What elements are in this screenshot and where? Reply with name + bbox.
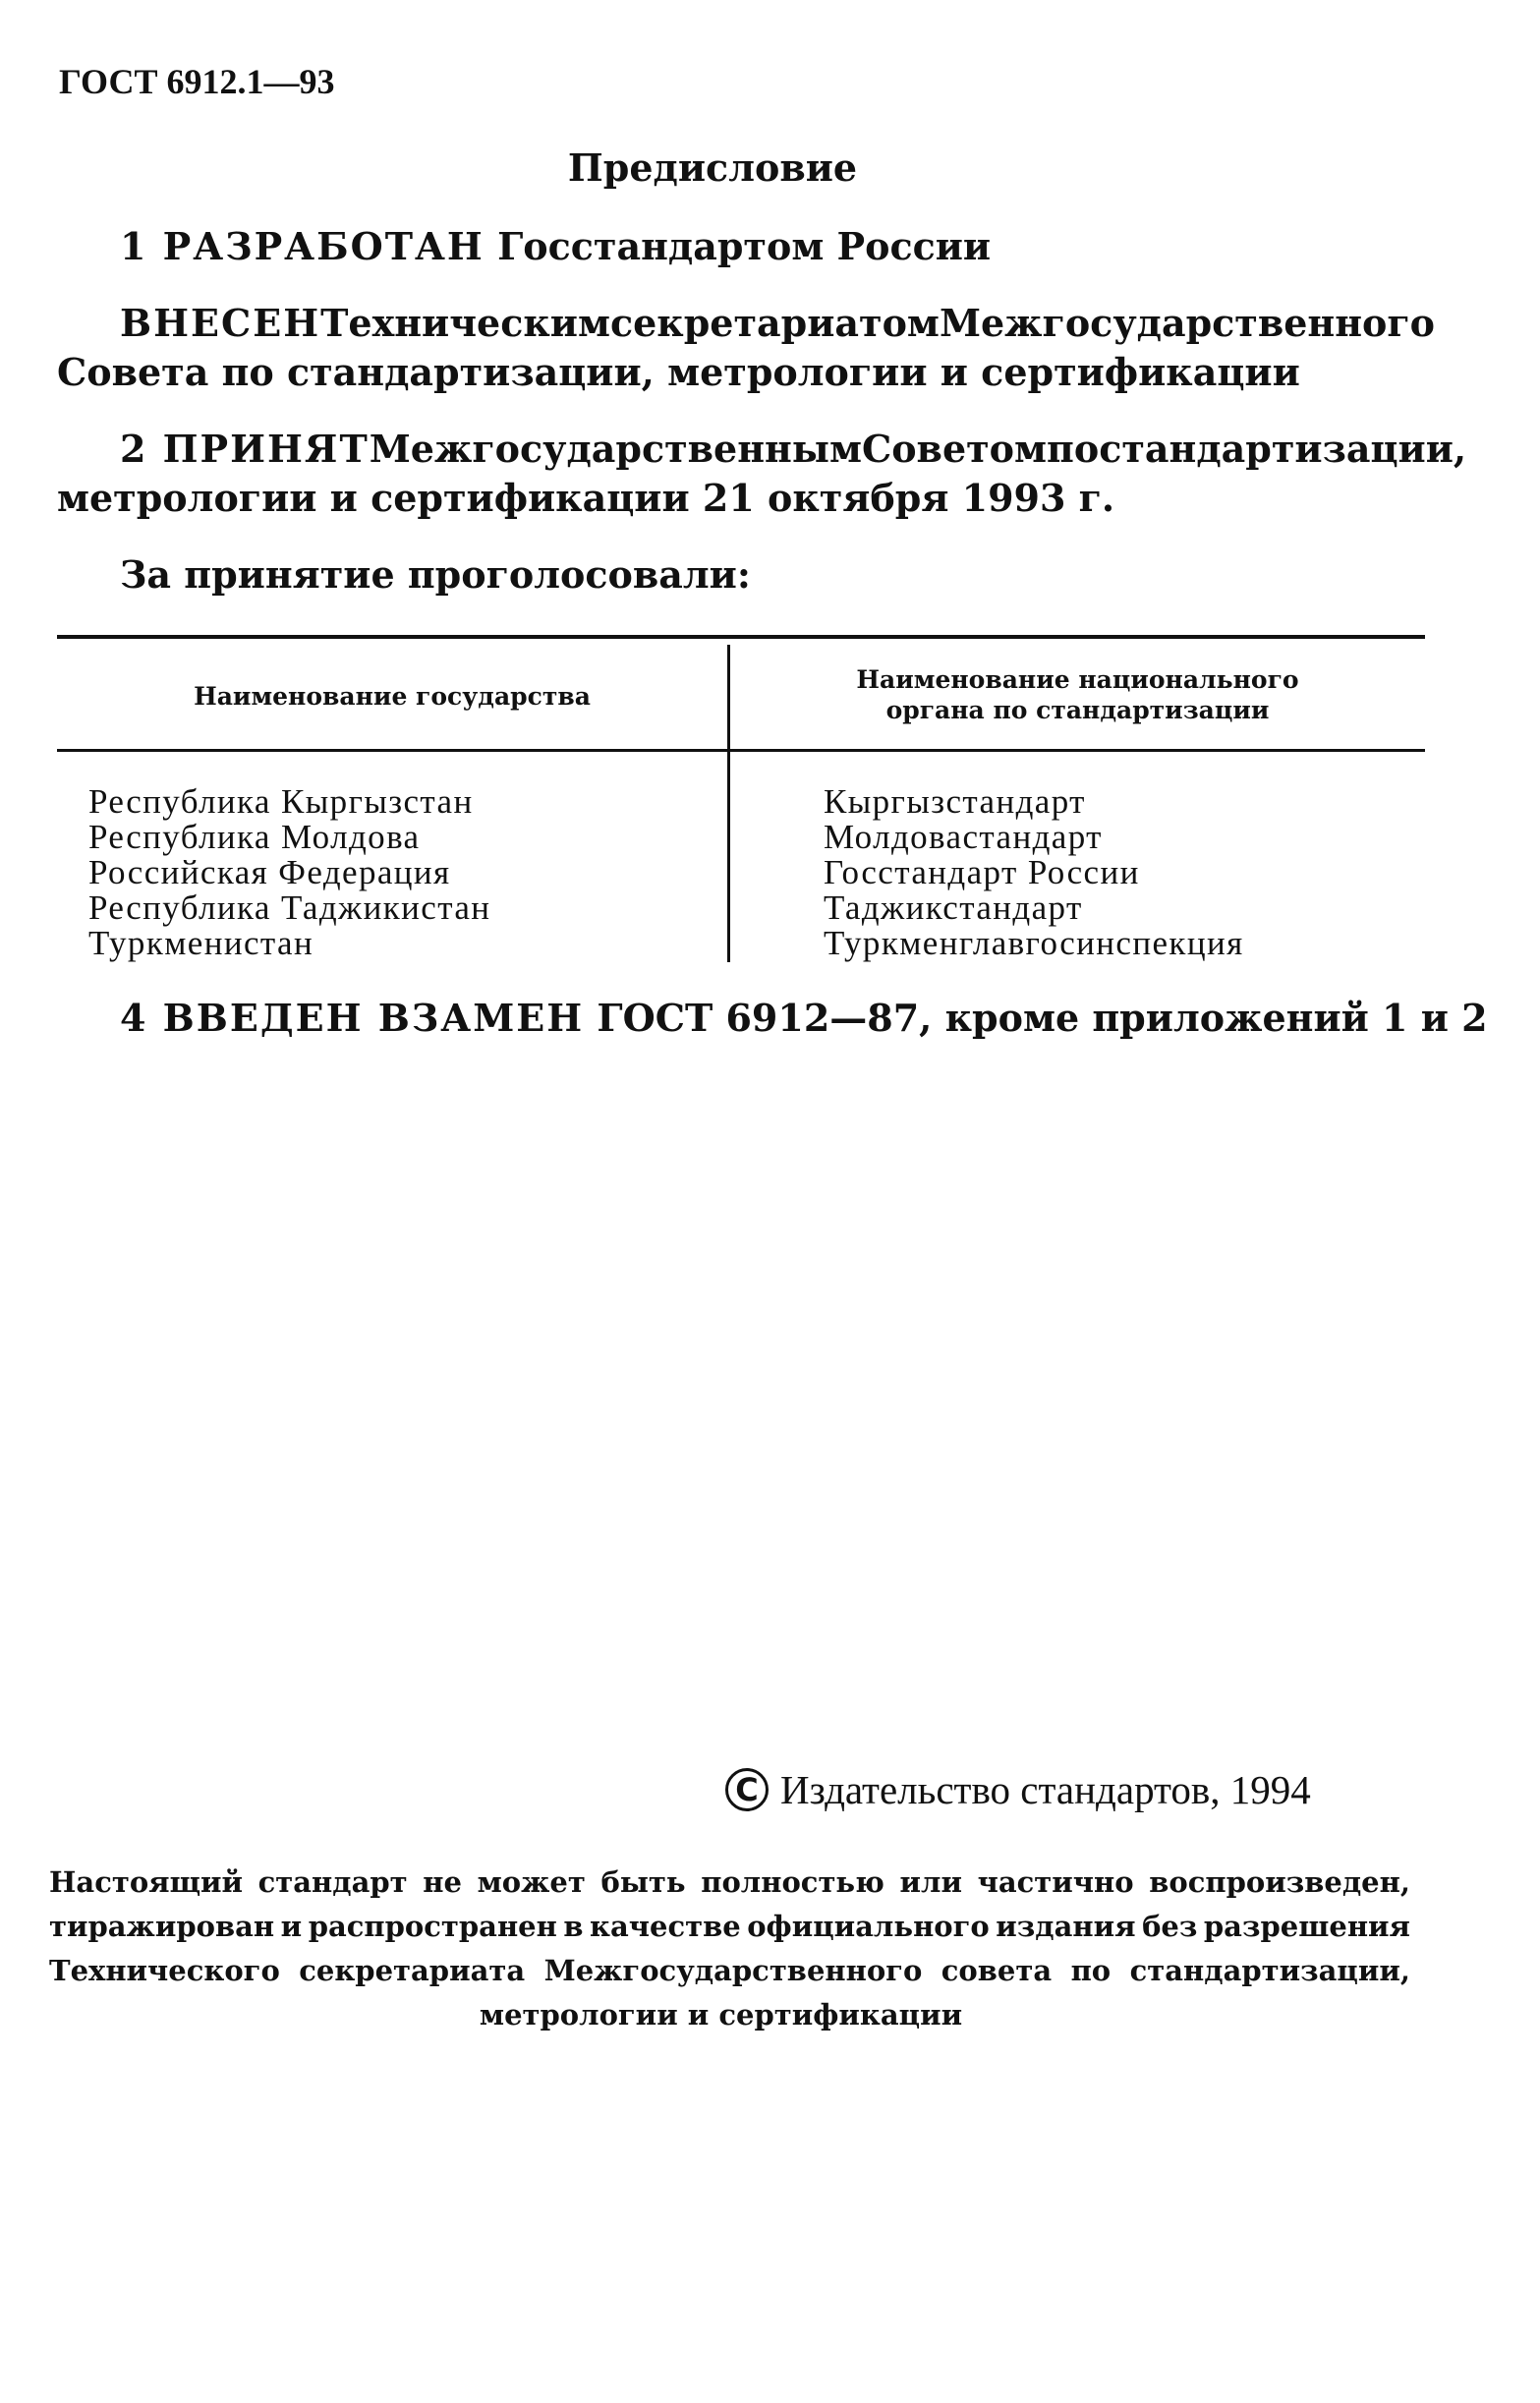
- copyright-icon: С: [725, 1768, 769, 1811]
- section-developed: [120, 224, 991, 268]
- reproduction-notice-line4: метрологии и сертификации: [479, 1998, 963, 2031]
- section-adopted-line2: метрологии и сертификации 21 октября 1993 г.: [57, 476, 1115, 520]
- section-introduced-word: секретариатом: [609, 301, 940, 345]
- section-adopted-word: стандартизации,: [1099, 427, 1467, 471]
- notice-word: официального: [747, 1910, 990, 1943]
- table-cell-state: Туркменистан: [88, 924, 314, 962]
- section-adopted-word: Межгосударственным: [369, 427, 862, 471]
- section-introduced-word: Техническим: [320, 301, 610, 345]
- section-developed-lead: 1 РАЗРАБОТАН: [120, 224, 485, 268]
- notice-word: без: [1142, 1910, 1198, 1943]
- section-introduced-word: Межгосударственного: [939, 301, 1436, 345]
- table-cell-body: Молдовастандарт: [824, 818, 1103, 856]
- notice-word: разрешения: [1203, 1910, 1410, 1943]
- reproduction-notice-line3: [49, 1954, 1410, 1987]
- section-introduced-lead: ВНЕСЕН: [120, 301, 321, 345]
- copyright-line: [725, 1766, 1311, 1813]
- section-adopted-line1: [120, 427, 1467, 471]
- reproduction-notice-line2: [49, 1910, 1410, 1943]
- table-top-rule: [57, 635, 1425, 639]
- table-cell-body: Таджикстандарт: [824, 888, 1083, 927]
- table-cell-state: Республика Таджикистан: [88, 888, 491, 927]
- section-replaces: [120, 996, 1488, 1040]
- table-cell-state: Республика Молдова: [88, 818, 421, 856]
- section-introduced-line2: Совета по стандартизации, метрологии и сертификации: [57, 350, 1300, 394]
- notice-word: в: [563, 1910, 584, 1943]
- voting-intro: За принятие проголосовали:: [120, 552, 751, 597]
- notice-word: Межгосударственного: [543, 1954, 923, 1987]
- section-developed-text: Госстандартом России: [497, 224, 992, 268]
- notice-word: полностью: [701, 1865, 884, 1899]
- table-header-body-line2: органа по стандартизации: [885, 696, 1270, 724]
- section-introduced-line1: [120, 301, 1436, 345]
- notice-word: Настоящий: [49, 1865, 243, 1899]
- notice-word: стандарт: [257, 1865, 408, 1899]
- page-title: Предисловие: [567, 145, 858, 190]
- section-replaces-text: ГОСТ 6912—87, кроме приложений 1 и 2: [597, 996, 1488, 1040]
- reproduction-notice-line1: [49, 1865, 1410, 1899]
- bodies-column: [824, 784, 1244, 961]
- notice-word: частично: [977, 1865, 1134, 1899]
- section-replaces-lead: 4 ВВЕДЕН ВЗАМЕН: [120, 996, 585, 1040]
- table-header-rule: [57, 749, 1425, 752]
- notice-word: или: [899, 1865, 962, 1899]
- notice-word: издания: [996, 1910, 1136, 1943]
- notice-word: совета: [941, 1954, 1053, 1987]
- notice-word: качестве: [590, 1910, 741, 1943]
- document-code: ГОСТ 6912.1—93: [59, 62, 335, 101]
- notice-word: по: [1070, 1954, 1112, 1987]
- table-cell-state: Российская Федерация: [88, 853, 451, 891]
- section-adopted-lead: 2 ПРИНЯТ: [120, 427, 370, 471]
- notice-word: быть: [600, 1865, 686, 1899]
- states-column: [88, 784, 490, 961]
- table-header-body-line1: Наименование национального: [856, 665, 1299, 694]
- notice-word: не: [423, 1865, 462, 1899]
- notice-word: тиражирован: [49, 1910, 275, 1943]
- table-header-state: Наименование государства: [194, 682, 591, 711]
- section-adopted-word: Советом: [861, 427, 1048, 471]
- notice-word: Технического: [49, 1954, 280, 1987]
- table-header-body: [730, 664, 1425, 725]
- table-cell-state: Республика Кыргызстан: [88, 782, 474, 821]
- notice-word: секретариата: [299, 1954, 526, 1987]
- notice-word: может: [477, 1865, 586, 1899]
- notice-word: воспроизведен,: [1149, 1865, 1410, 1899]
- copyright-text: Издательство стандартов, 1994: [780, 1767, 1311, 1812]
- notice-word: стандартизации,: [1129, 1954, 1410, 1987]
- table-cell-body: Госстандарт России: [824, 853, 1140, 891]
- notice-word: и: [280, 1910, 303, 1943]
- table-cell-body: Кыргызстандарт: [824, 782, 1086, 821]
- section-adopted-word: по: [1047, 427, 1100, 471]
- table-cell-body: Туркменглавгосинспекция: [824, 924, 1244, 962]
- notice-word: распространен: [308, 1910, 557, 1943]
